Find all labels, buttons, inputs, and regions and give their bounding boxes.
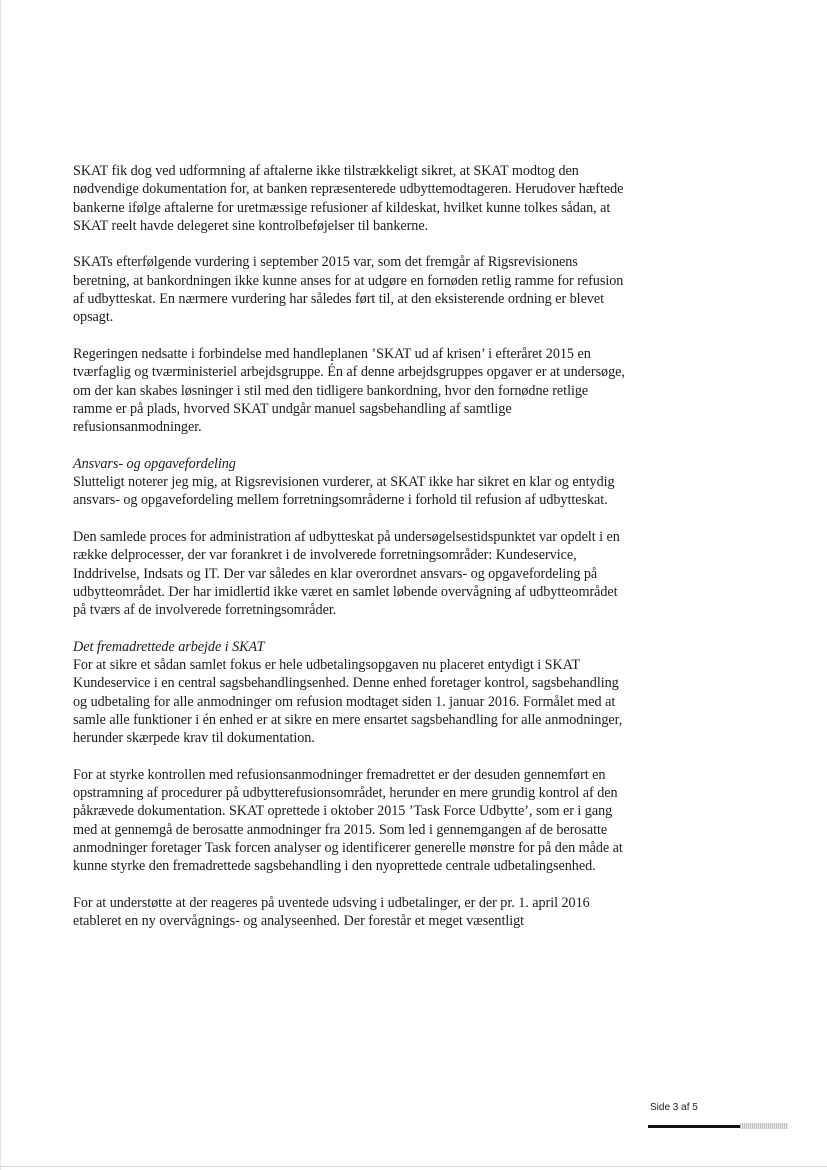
paragraph: Regeringen nedsatte i forbindelse med handleplanen ’SKAT ud af krisen’ i efteråret 2015 en tværfaglig og tværministeriel arbejdsgruppe. Én af denne arbejdsgruppes opgaver er at undersøge, om der kan skabes løsninger i stil med den tidligere bankordning, hvor den fornødne retlige ramme er på plads, hvorved SKAT undgår manuel sagsbehandling af samtlige refusionsanmodninger. — [73, 345, 625, 436]
page-bottom-edge — [0, 1166, 827, 1167]
paragraph: SKATs efterfølgende vurdering i september 2015 var, som det fremgår af Rigsrevisionens beretning, at bankordningen ikke kunne anses for at udgøre en fornøden retlig ramme for refusion af udbytteskat. En nærmere vurdering har således ført til, at den eksisterende ordning er blevet opsagt. — [73, 254, 624, 326]
paragraph: For at understøtte at der reageres på uventede udsving i udbetalinger, er der pr. 1. april 2016 etableret en ny overvågnings- og analyseenhed. Der forestår et meget væsentligt — [73, 894, 590, 930]
paragraph-text: Slutteligt noterer jeg mig, at Rigsrevisionen vurderer, at SKAT ikke har sikret en klar og entydig ansvars- og opgavefordeling mellem forretningsområderne i forhold til refusion af udbytteskat. — [73, 474, 615, 509]
document-body — [73, 162, 629, 949]
page-edge — [0, 0, 1, 1170]
section-fremadrettede — [73, 638, 629, 748]
section-subheading: Ansvars- og opgavefordeling — [73, 455, 236, 472]
paragraph: SKAT fik dog ved udformning af aftalerne ikke tilstrækkeligt sikret, at SKAT modtog den nødvendige dokumentation for, at banken repræsenterede udbyttemodtageren. Herudover hæftede bankerne ifølge aftalerne for uretmæssige refusioner af kildeskat, hvilket kunne tolkes sådan, at SKAT reelt havde delegeret sine kontrolbeføjelser til bankerne. — [73, 163, 624, 234]
page-number: Side 3 af 5 — [650, 1102, 698, 1113]
paragraph: Den samlede proces for administration af udbytteskat på undersøgelsestidspunktet var opdelt i en række delprocesser, der var forankret i de involverede forretningsområder: Kundeservice, Inddrivelse, Indsats og IT. Der var således en klar overordnet ansvars- og opgavefordeling på udbytteområdet. Der har imidlertid ikke været en samlet løbende overvågning af udbytteområdet på tværs af de involverede forretningsområder. — [73, 528, 620, 619]
paragraph: For at styrke kontrollen med refusionsanmodninger fremadrettet er der desuden gennemført en opstramning af procedurer på udbytterefusionsområdet, herunder en mere grundig kontrol af den påkrævede dokumentation. SKAT oprettede i oktober 2015 ’Task Force Udbytte’, som er i gang med at gennemgå de berosatte anmodninger fra 2015. Som led i gennemgangen af de berosatte anmodninger foretager Task forcen analyser og identificerer generelle mønstre for på den måde at kunne styrke den fremadrettede sagsbehandling i den nyoprettede centrale udbetalingsenhed. — [73, 766, 623, 875]
section-ansvar — [73, 455, 629, 510]
footer-rule-fade — [740, 1123, 788, 1129]
paragraph-text: For at sikre et sådan samlet fokus er hele udbetalingsopgaven nu placeret entydigt i SKAT Kundeservice i en central sagsbehandlingsenhed. Denne enhed foretager kontrol, sagsbehandling og udbetaling for alle anmodninger om refusion modtaget siden 1. januar 2016. Formålet med at samle alle funktioner i én enhed er at sikre en mere ensartet sagsbehandling for alle anmodninger, herunder skærpede krav til dokumentation. — [73, 657, 623, 747]
section-subheading: Det fremadrettede arbejde i SKAT — [73, 638, 265, 655]
footer-rule — [648, 1125, 740, 1128]
